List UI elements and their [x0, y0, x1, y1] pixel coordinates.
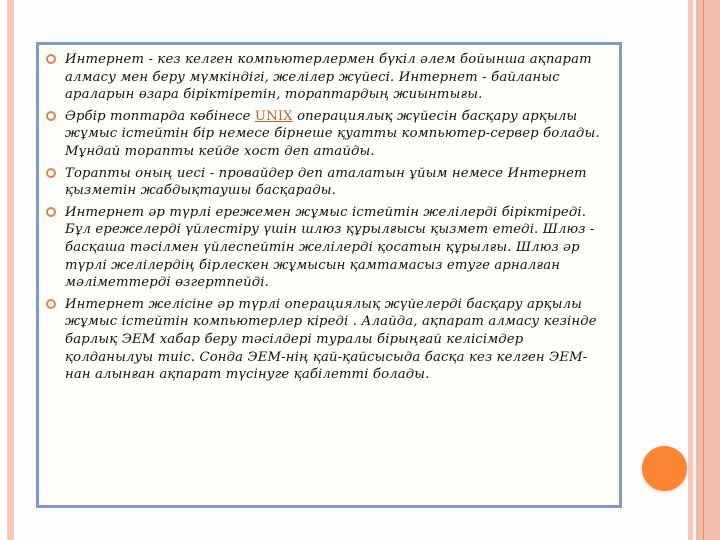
bullet-item — [43, 51, 609, 104]
band-stripe — [696, 0, 703, 540]
bullet-text-after-link: операциялық жүйесін басқару арқылы жұмыс істейтін бір немесе бірнеше қуатты компьютер-сервер болады. Мұндай торапты кейде хост деп атайды. — [65, 108, 600, 159]
bullet-list — [43, 51, 609, 384]
bullet-item — [43, 296, 609, 384]
bullet-item — [43, 108, 609, 161]
bullet-text: Интернет әр түрлі ережемен жұмыс істейтін желілерді біріктіреді. Бұл ережелерді үйлестіру үшін шлюз құрылғысы қызмет етеді. Шлюз - басқаша тәсілмен үйлеспейтін желілерді қосатын құрылғы. Шлюз әр түрлі желілердің бірлескен жұмысын қамтамасыз етуге арналған мәліметтерді өзгертпейді. — [65, 204, 595, 291]
right-decorative-band — [688, 0, 720, 540]
circle-bullet-icon — [46, 54, 56, 64]
bullet-item — [43, 165, 609, 200]
bullet-text: Интернет желісіне әр түрлі операциялық жүйелерді басқару арқылы жұмыс істейтін компьютерлер кіреді . Алайда, ақпарат алмасу кезінде барлық ЭЕМ хабар беру тәсілдері туралы бірыңғай келісімдер қолданылуы тиіс. Сонда ЭЕМ-нің қай-қайсысыда басқа кез келген ЭЕМ-нан алынған ақпарат түсінуге қабілетті болады. — [65, 296, 597, 383]
bullet-item — [43, 204, 609, 292]
circle-bullet-icon — [46, 207, 56, 217]
decorative-circle-icon — [642, 446, 687, 491]
bullet-text-before-link: Әрбір топтарда көбінесе — [65, 108, 255, 124]
bullet-text: Интернет - кез келген компьютерлермен бүкіл әлем бойынша ақпарат алмасу мен беру мүмкіндігі, желілер жүйесі. Интернет - байланыс араларын өзара біріктіретін, тораптардың жиынтығы. — [65, 52, 592, 103]
band-stripe — [704, 0, 720, 540]
slide-content-box — [36, 42, 622, 508]
unix-link[interactable]: UNIX — [254, 108, 293, 124]
circle-bullet-icon — [46, 299, 56, 309]
circle-bullet-icon — [46, 168, 56, 178]
circle-bullet-icon — [46, 111, 56, 121]
bullet-text: Торапты оның иесі - провайдер деп аталатын ұйым немесе Интернет қызметін жабдықтаушы басқарады. — [65, 165, 587, 199]
left-decorative-stripe — [7, 0, 14, 540]
